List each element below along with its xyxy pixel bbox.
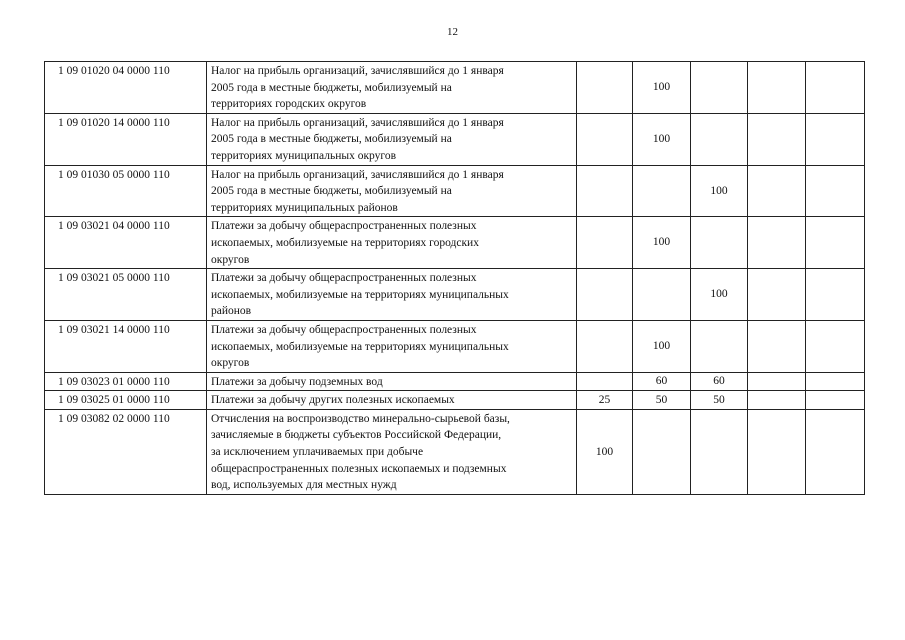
- revenue-name-line: Платежи за добычу общераспространенных полезных: [211, 220, 477, 233]
- percent-cell-4: [748, 165, 806, 217]
- percent-cell-4: [748, 391, 806, 410]
- percent-cell-2: 100: [633, 217, 691, 269]
- revenue-name-line: территориях муниципальных районов: [211, 201, 398, 214]
- revenue-name-cell: [207, 269, 577, 321]
- budget-code-cell: 1 09 03025 01 0000 110: [45, 391, 207, 410]
- revenue-name-line: 2005 года в местные бюджеты, мобилизуемый на: [211, 133, 452, 146]
- percent-cell-2: [633, 269, 691, 321]
- percent-cell-2: 100: [633, 62, 691, 114]
- percent-cell-1: [577, 165, 633, 217]
- percent-cell-2: [633, 165, 691, 217]
- percent-cell-1: [577, 269, 633, 321]
- percent-cell-4: [748, 409, 806, 494]
- revenue-name-line: общераспространенных полезных ископаемых и подземных: [211, 462, 507, 475]
- table-body: [45, 62, 865, 495]
- revenue-name-line: Платежи за добычу подземных вод: [211, 375, 383, 388]
- revenue-name-line: за исключением уплачиваемых при добыче: [211, 446, 424, 459]
- percent-cell-3: [691, 320, 748, 372]
- percent-cell-3: 100: [691, 165, 748, 217]
- percent-cell-3: 100: [691, 269, 748, 321]
- percent-cell-5: [806, 113, 865, 165]
- page-number: 12: [447, 26, 458, 38]
- percent-cell-5: [806, 391, 865, 410]
- percent-cell-5: [806, 372, 865, 391]
- revenue-name-cell: [207, 391, 577, 410]
- revenue-name-line: Налог на прибыль организаций, зачислявшийся до 1 января: [211, 65, 504, 77]
- budget-code-cell: 1 09 03021 14 0000 110: [45, 320, 207, 372]
- revenue-name-cell: [207, 409, 577, 494]
- revenue-name-line: округов: [211, 253, 250, 266]
- table-row: [45, 165, 865, 217]
- table-row: [45, 320, 865, 372]
- percent-cell-1: [577, 113, 633, 165]
- percent-cell-2: 100: [633, 113, 691, 165]
- percent-cell-2: [633, 409, 691, 494]
- percent-cell-3: [691, 62, 748, 114]
- revenue-name-cell: [207, 217, 577, 269]
- revenue-name-line: территориях муниципальных округов: [211, 149, 397, 162]
- revenue-name-line: вод, используемых для местных нужд: [211, 479, 397, 492]
- table-row: [45, 409, 865, 494]
- budget-code-cell: 1 09 03021 04 0000 110: [45, 217, 207, 269]
- percent-cell-2: 50: [633, 391, 691, 410]
- percent-cell-2: 60: [633, 372, 691, 391]
- revenue-name-line: Платежи за добычу общераспространенных полезных: [211, 272, 477, 285]
- revenue-name-cell: [207, 320, 577, 372]
- revenue-name-cell: [207, 113, 577, 165]
- revenue-distribution-table: [44, 61, 865, 495]
- budget-code-cell: 1 09 03082 02 0000 110: [45, 409, 207, 494]
- revenue-name-cell: [207, 372, 577, 391]
- percent-cell-5: [806, 217, 865, 269]
- budget-code-cell: 1 09 03023 01 0000 110: [45, 372, 207, 391]
- percent-cell-1: [577, 320, 633, 372]
- percent-cell-1: [577, 62, 633, 114]
- percent-cell-1: 100: [577, 409, 633, 494]
- revenue-name-line: Платежи за добычу других полезных ископаемых: [211, 394, 455, 407]
- percent-cell-5: [806, 165, 865, 217]
- percent-cell-3: [691, 113, 748, 165]
- budget-code-cell: 1 09 01020 04 0000 110: [45, 62, 207, 114]
- table-row: [45, 391, 865, 410]
- percent-cell-1: [577, 372, 633, 391]
- revenue-name-line: Платежи за добычу общераспространенных полезных: [211, 323, 477, 336]
- percent-cell-5: [806, 62, 865, 114]
- percent-cell-4: [748, 217, 806, 269]
- percent-cell-4: [748, 269, 806, 321]
- percent-cell-4: [748, 62, 806, 114]
- percent-cell-4: [748, 320, 806, 372]
- table-row: [45, 269, 865, 321]
- revenue-name-line: 2005 года в местные бюджеты, мобилизуемый на: [211, 81, 452, 94]
- revenue-name-line: Налог на прибыль организаций, зачислявшийся до 1 января: [211, 168, 504, 181]
- budget-code-cell: 1 09 01020 14 0000 110: [45, 113, 207, 165]
- table-row: [45, 372, 865, 391]
- percent-cell-3: 60: [691, 372, 748, 391]
- revenue-name-cell: [207, 165, 577, 217]
- percent-cell-2: 100: [633, 320, 691, 372]
- percent-cell-5: [806, 269, 865, 321]
- table-row: [45, 62, 865, 114]
- revenue-name-line: ископаемых, мобилизуемые на территориях муниципальных: [211, 340, 509, 353]
- revenue-name-line: Отчисления на воспроизводство минерально-сырьевой базы,: [211, 412, 510, 425]
- percent-cell-1: [577, 217, 633, 269]
- revenue-name-line: территориях городских округов: [211, 98, 367, 111]
- revenue-name-line: ископаемых, мобилизуемые на территориях муниципальных: [211, 288, 509, 301]
- percent-cell-1: 25: [577, 391, 633, 410]
- percent-cell-5: [806, 320, 865, 372]
- revenue-name-line: районов: [211, 305, 252, 318]
- budget-code-cell: 1 09 01030 05 0000 110: [45, 165, 207, 217]
- revenue-name-line: округов: [211, 357, 250, 370]
- percent-cell-3: [691, 217, 748, 269]
- table-row: [45, 217, 865, 269]
- revenue-name-line: 2005 года в местные бюджеты, мобилизуемый на: [211, 185, 452, 198]
- budget-code-cell: 1 09 03021 05 0000 110: [45, 269, 207, 321]
- percent-cell-3: [691, 409, 748, 494]
- table-row: [45, 113, 865, 165]
- percent-cell-3: 50: [691, 391, 748, 410]
- revenue-name-cell: [207, 62, 577, 114]
- percent-cell-4: [748, 113, 806, 165]
- revenue-name-line: зачисляемые в бюджеты субъектов Российской Федерации,: [211, 429, 502, 442]
- revenue-name-line: ископаемых, мобилизуемые на территориях городских: [211, 236, 479, 249]
- percent-cell-4: [748, 372, 806, 391]
- revenue-name-line: Налог на прибыль организаций, зачислявшийся до 1 января: [211, 116, 504, 129]
- percent-cell-5: [806, 409, 865, 494]
